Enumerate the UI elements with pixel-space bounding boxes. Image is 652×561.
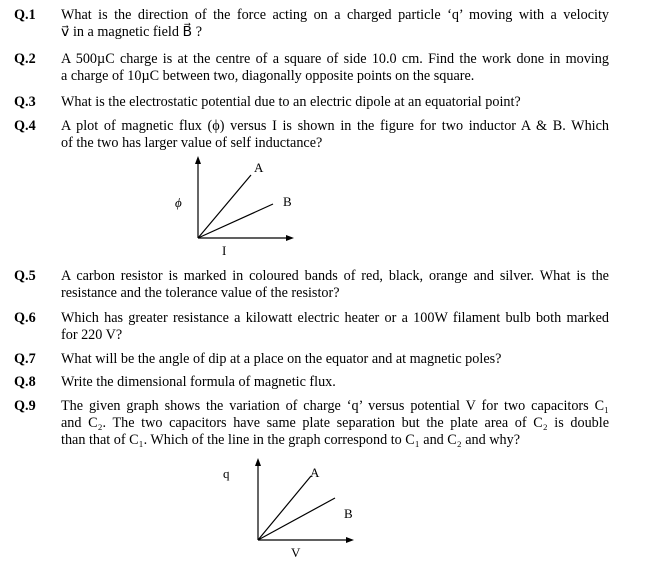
x-axis-arrowhead xyxy=(286,235,294,241)
question-text xyxy=(61,310,609,344)
question-line: A carbon resistor is marked in coloured bands of red, black, orange and silver. What is the xyxy=(61,268,609,284)
question-text xyxy=(61,398,609,449)
line-a-label: A xyxy=(310,465,320,480)
line-b xyxy=(198,204,273,238)
question-number: Q.7 xyxy=(14,351,36,367)
question-number: Q.4 xyxy=(14,118,36,134)
question-line: A plot of magnetic flux (ϕ) versus I is shown in the figure for two inductor A & B. Which xyxy=(61,118,609,134)
question-line: for 220 V? xyxy=(61,327,123,343)
question-line: than that of C₁. Which of the line in the graph correspond to C₁ and C₂ and why? xyxy=(61,432,521,448)
question-line: What is the electrostatic potential due to an electric dipole at an equatorial point? xyxy=(61,94,521,110)
question-text xyxy=(61,7,609,41)
question-number: Q.6 xyxy=(14,310,36,326)
line-a xyxy=(258,476,311,540)
question-text xyxy=(61,51,609,85)
question-line: The given graph shows the variation of charge ‘q’ versus potential V for two capacitors C₁ xyxy=(61,398,609,414)
question-line: A 500µC charge is at the centre of a square of side 10.0 cm. Find the work done in moving xyxy=(61,51,609,67)
line-b xyxy=(258,498,335,540)
line-b-label: B xyxy=(344,506,353,521)
question-line: Write the dimensional formula of magnetic flux. xyxy=(61,374,336,390)
x-axis-label: I xyxy=(222,243,227,258)
question-line: and C₂. The two capacitors have same plate separation but the plate area of C₂ is double xyxy=(61,415,609,431)
charge-vs-potential-figure xyxy=(214,454,359,561)
question-number: Q.5 xyxy=(14,268,36,284)
question-number: Q.3 xyxy=(14,94,36,110)
question-number: Q.1 xyxy=(14,7,36,23)
question-line: Which has greater resistance a kilowatt electric heater or a 100W filament bulb both marked xyxy=(61,310,609,326)
y-axis-arrowhead xyxy=(195,156,201,164)
question-line: v⃗ in a magnetic field B⃗ ? xyxy=(61,24,203,40)
x-axis-arrowhead xyxy=(346,537,354,543)
question-line: resistance and the tolerance value of the resistor? xyxy=(61,285,340,301)
question-text xyxy=(61,268,609,302)
question-line: What will be the angle of dip at a place on the equator and at magnetic poles? xyxy=(61,351,502,367)
question-text xyxy=(61,374,609,391)
question-number: Q.2 xyxy=(14,51,36,67)
question-number: Q.9 xyxy=(14,398,36,414)
question-text xyxy=(61,94,609,111)
question-text xyxy=(61,351,609,368)
line-a xyxy=(198,175,251,238)
flux-vs-current-figure xyxy=(165,152,305,262)
x-axis-label: V xyxy=(291,545,301,560)
line-a-label: A xyxy=(254,160,264,175)
y-axis-label: ϕ xyxy=(175,195,182,210)
question-line: What is the direction of the force acting on a charged particle ‘q’ moving with a velocity xyxy=(61,7,609,23)
line-b-label: B xyxy=(283,194,292,209)
question-line: a charge of 10µC between two, diagonally opposite points on the square. xyxy=(61,68,475,84)
question-line: of the two has larger value of self inductance? xyxy=(61,135,323,151)
question-text xyxy=(61,118,609,152)
y-axis-arrowhead xyxy=(255,458,261,466)
question-number: Q.8 xyxy=(14,374,36,390)
y-axis-label: q xyxy=(223,466,230,481)
